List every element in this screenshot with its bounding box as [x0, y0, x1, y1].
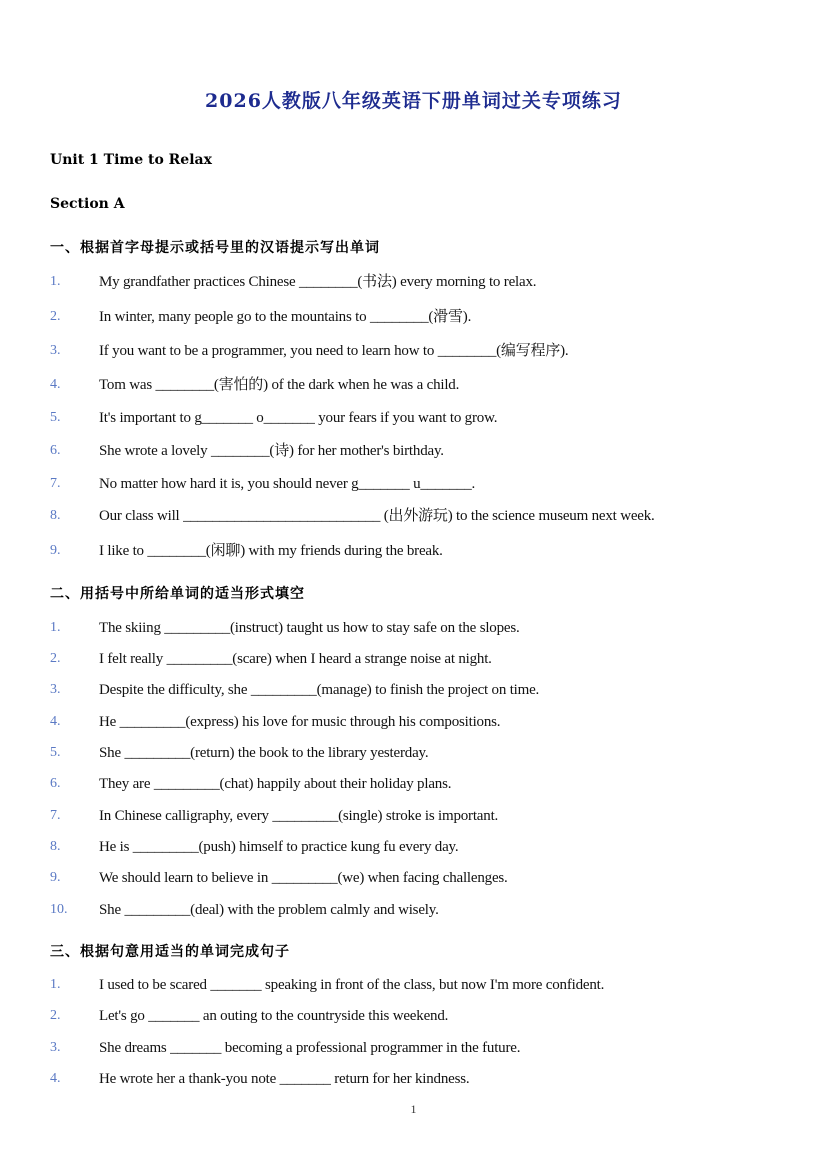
exercise-item: [50, 439, 780, 463]
item-number: 3.: [50, 343, 61, 358]
exercise-item: [50, 973, 780, 997]
item-text: She wrote a lovely ________(诗) for her mother's birthday.: [99, 443, 444, 459]
exercise-item: [50, 835, 780, 859]
exercise-item: [50, 472, 780, 496]
item-number: 10.: [50, 902, 68, 917]
item-number: 4.: [50, 377, 61, 392]
item-text: She _________(deal) with the problem calmly and wisely.: [99, 902, 439, 918]
exercise-item: [50, 305, 780, 329]
item-text: In winter, many people go to the mountains to ________(滑雪).: [99, 309, 472, 325]
item-number: 2.: [50, 1008, 61, 1023]
item-text: No matter how hard it is, you should never g_______ u_______.: [99, 476, 476, 492]
exercise-item: [50, 539, 780, 563]
item-number: 5.: [50, 745, 61, 760]
item-number: 6.: [50, 443, 61, 458]
exercise-item: [50, 647, 780, 671]
item-number: 3.: [50, 682, 61, 697]
item-text: It's important to g_______ o_______ your fears if you want to grow.: [99, 410, 498, 426]
exercise-item: [50, 373, 780, 397]
item-number: 4.: [50, 714, 61, 729]
item-text: The skiing _________(instruct) taught us how to stay safe on the slopes.: [99, 620, 520, 636]
item-text: If you want to be a programmer, you need to learn how to ________(编写程序).: [99, 343, 569, 359]
item-text: My grandfather practices Chinese ________(书法) every morning to relax.: [99, 274, 537, 290]
exercise-item: [50, 270, 780, 294]
exercise-item: [50, 616, 780, 640]
item-text: He is _________(push) himself to practice kung fu every day.: [99, 839, 459, 855]
item-text: We should learn to believe in _________(we) when facing challenges.: [99, 870, 508, 886]
item-text: I felt really _________(scare) when I heard a strange noise at night.: [99, 651, 492, 667]
exercise-item: [50, 1067, 780, 1091]
item-number: 1.: [50, 274, 61, 289]
item-text: He _________(express) his love for music through his compositions.: [99, 714, 501, 730]
item-text: She dreams _______ becoming a professional programmer in the future.: [99, 1040, 521, 1056]
item-number: 2.: [50, 651, 61, 666]
item-number: 2.: [50, 309, 61, 324]
item-number: 8.: [50, 839, 61, 854]
exercise-item: [50, 741, 780, 765]
item-text: Despite the difficulty, she _________(manage) to finish the project on time.: [99, 682, 540, 698]
exercise-item: [50, 1036, 780, 1060]
section-heading: Section A: [50, 196, 125, 212]
document-title: 2026人教版八年级英语下册单词过关专项练习: [205, 90, 622, 112]
item-number: 7.: [50, 808, 61, 823]
exercise-item: [50, 804, 780, 828]
exercise-item: [50, 898, 780, 922]
exercise-item: [50, 710, 780, 734]
item-text: Tom was ________(害怕的) of the dark when he was a child.: [99, 377, 460, 393]
item-text: He wrote her a thank-you note _______ return for her kindness.: [99, 1071, 470, 1087]
part-2-heading: 二、用括号中所给单词的适当形式填空: [50, 586, 305, 602]
item-number: 5.: [50, 410, 61, 425]
item-text: Our class will ___________________________ (出外游玩) to the science museum next week.: [99, 508, 655, 524]
item-number: 9.: [50, 543, 61, 558]
item-text: They are _________(chat) happily about their holiday plans.: [99, 776, 452, 792]
item-text: She _________(return) the book to the library yesterday.: [99, 745, 429, 761]
item-number: 3.: [50, 1040, 61, 1055]
item-text: I like to ________(闲聊) with my friends during the break.: [99, 543, 443, 559]
item-number: 7.: [50, 476, 61, 491]
exercise-item: [50, 678, 780, 702]
page-number: 1: [410, 1102, 417, 1116]
item-text: Let's go _______ an outing to the countryside this weekend.: [99, 1008, 449, 1024]
item-text: In Chinese calligraphy, every _________(single) stroke is important.: [99, 808, 499, 824]
item-text: I used to be scared _______ speaking in front of the class, but now I'm more confident.: [99, 977, 605, 993]
unit-heading: Unit 1 Time to Relax: [50, 152, 212, 168]
item-number: 6.: [50, 776, 61, 791]
item-number: 4.: [50, 1071, 61, 1086]
exercise-item: [50, 339, 780, 363]
part-1-heading: 一、根据首字母提示或括号里的汉语提示写出单词: [50, 240, 380, 256]
exercise-item: [50, 1004, 780, 1028]
exercise-item: [50, 772, 780, 796]
exercise-item: [50, 406, 780, 430]
part-3-heading: 三、根据句意用适当的单词完成句子: [50, 944, 290, 960]
item-number: 1.: [50, 620, 61, 635]
exercise-item: [50, 504, 780, 528]
item-number: 8.: [50, 508, 61, 523]
item-number: 1.: [50, 977, 61, 992]
item-number: 9.: [50, 870, 61, 885]
exercise-item: [50, 866, 780, 890]
